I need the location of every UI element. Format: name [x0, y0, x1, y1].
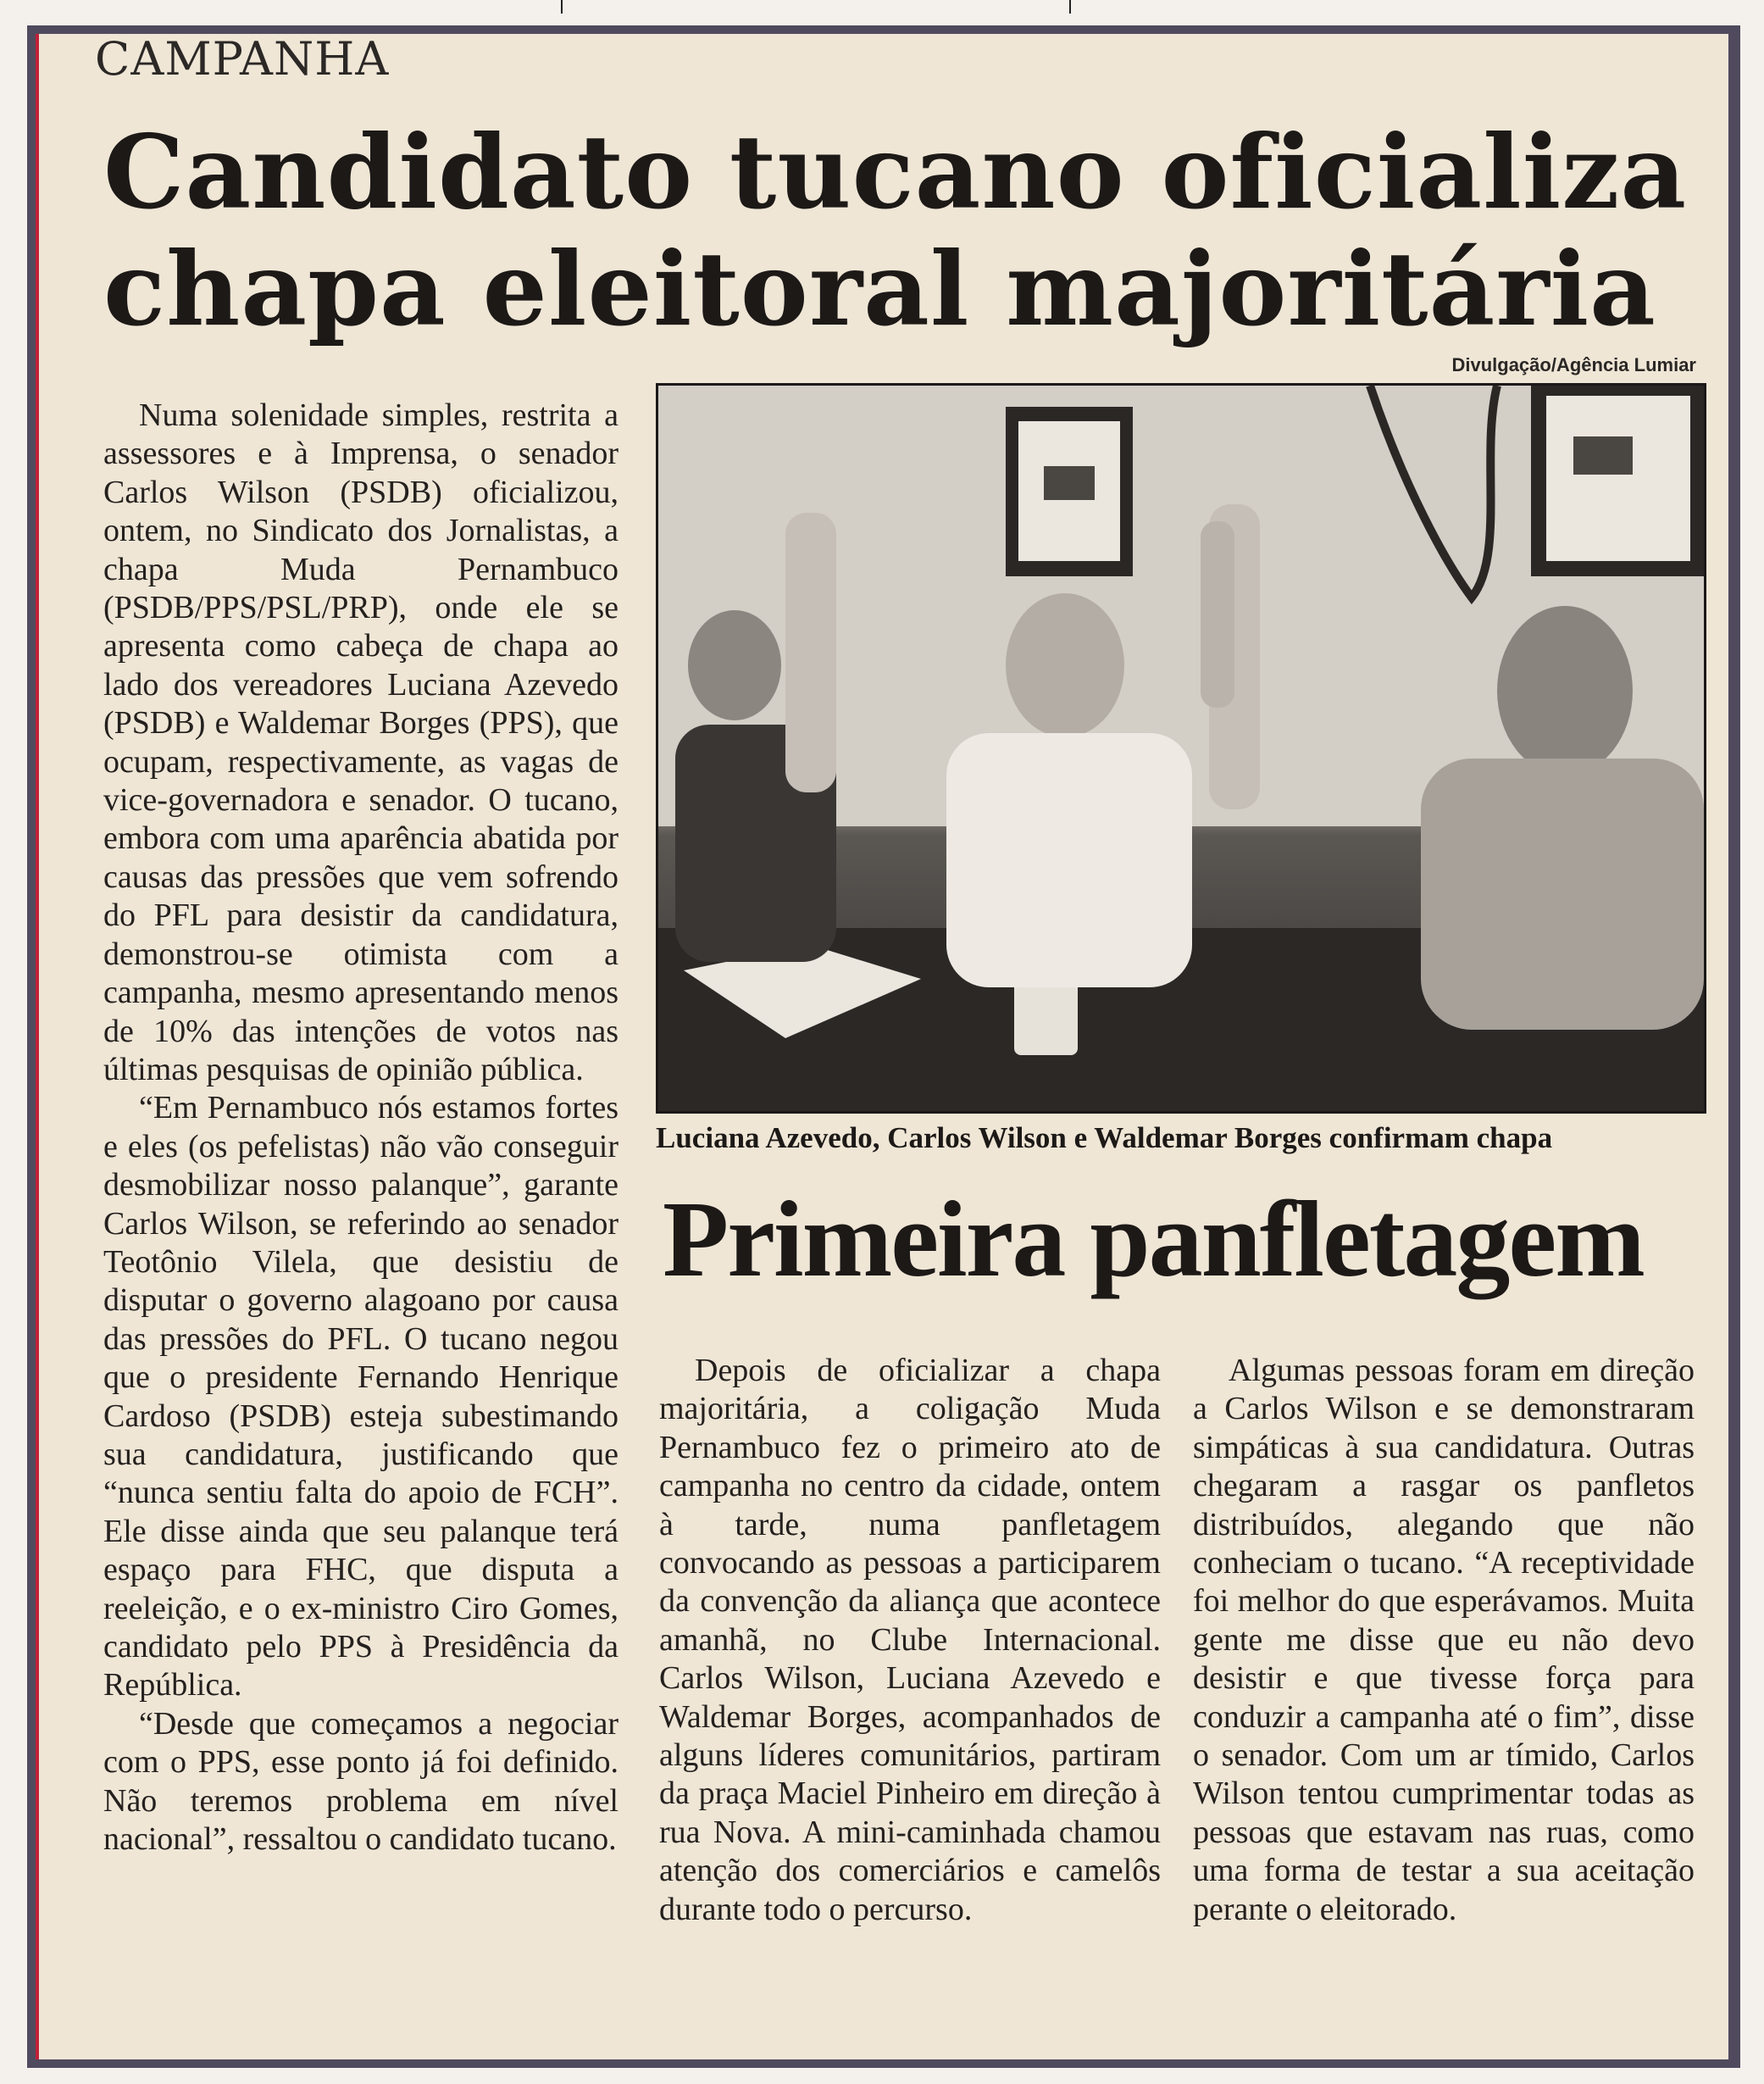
second-story-title: Primeira panfletagem	[663, 1179, 1644, 1299]
lead-column	[103, 397, 619, 1859]
lead-paragraph: “Desde que começamos a negociar com o PPS, esse ponto já foi definido. Não teremos problema em nível nacional”, ressaltou o candidato tucano.	[103, 1705, 619, 1858]
scan-edge-marks	[0, 0, 1764, 17]
lead-paragraph: “Em Pernambuco nós estamos fortes e eles (os pefelistas) não vão conseguir desmobilizar nosso palanque”, garante Carlos Wilson, se referindo ao senador Teotônio Vilela, que desistiu de disputar o governo alagoano por causa das pressões do PFL. O tucano negou que o presidente Fernando Henrique Cardoso (PSDB) esteja subestimando sua candidatura, justificando que “nunca sentiu falta do apoio de FCH”. Ele disse ainda que seu palanque terá espaço para FHC, que disputa a reeleição, e o ex-ministro Ciro Gomes, candidato pelo PPS à Presidência da República.	[103, 1090, 619, 1703]
photo-credit: Divulgação/Agência Lumiar	[1451, 354, 1696, 375]
photo-illustration	[658, 386, 1704, 1111]
lead-paragraph: Numa solenidade simples, restrita a assessores e à Imprensa, o senador Carlos Wilson (PSDB) oficializou, ontem, no Sindicato dos Jornalistas, a chapa Muda Pernambuco (PSDB/PPS/PSL/PRP), onde ele se apresenta como cabeça de chapa ao lado dos vereadores Luciana Azevedo (PSDB) e Waldemar Borges (PPS), que ocupam, respectivamente, as vagas de vice-governadora e senador. O tucano, embora com uma aparência abatida por causas das pressões que vem sofrendo do PFL para desistir da candidatura, demonstrou-se otimista com a campanha, mesmo apresentando menos de 10% das intenções de votos nas últimas pesquisas de opinião pública.	[103, 397, 619, 1087]
photo-caption: Luciana Azevedo, Carlos Wilson e Waldemar Borges confirmam chapa	[656, 1121, 1553, 1154]
second-story-paragraph: Algumas pessoas foram em direção a Carlos Wilson e se demonstraram simpáticas à sua candidatura. Outras chegaram a rasgar os panfletos distribuídos, alegando que não conheciam o tucano. “A receptividade foi melhor do que esperávamos. Muita gente me disse que eu não devo desistir e que tivesse força para conduzir a campanha até o fim”, disse o senador. Com um ar tímido, Carlos Wilson tentou cumprimentar todas as pessoas que estavam nas ruas, como uma forma de testar a sua aceitação perante o eleitorado.	[1193, 1353, 1695, 1927]
newspaper-clipping	[27, 25, 1740, 2068]
second-story-column-2	[1193, 1352, 1695, 1929]
headline: Candidato tucano oficializa chapa eleitoral majoritária	[103, 113, 1688, 349]
second-story-column-1	[659, 1352, 1161, 1929]
news-photo	[656, 383, 1706, 1114]
margin-mark	[36, 34, 39, 2059]
second-story-paragraph: Depois de oficializar a chapa majoritária, a coligação Muda Pernambuco fez o primeiro ato de campanha no centro da cidade, ontem à tarde, numa panfletagem convocando as pessoas a participarem da convenção da aliança que acontece amanhã, no Clube Internacional. Carlos Wilson, Luciana Azevedo e Waldemar Borges, acompanhados de alguns líderes comunitários, partiram da praça Maciel Pinheiro em direção à rua Nova. A mini-caminhada chamou atenção dos comerciários e camelôs durante todo o percurso.	[659, 1353, 1161, 1927]
section-kicker: CAMPANHA	[95, 32, 390, 86]
